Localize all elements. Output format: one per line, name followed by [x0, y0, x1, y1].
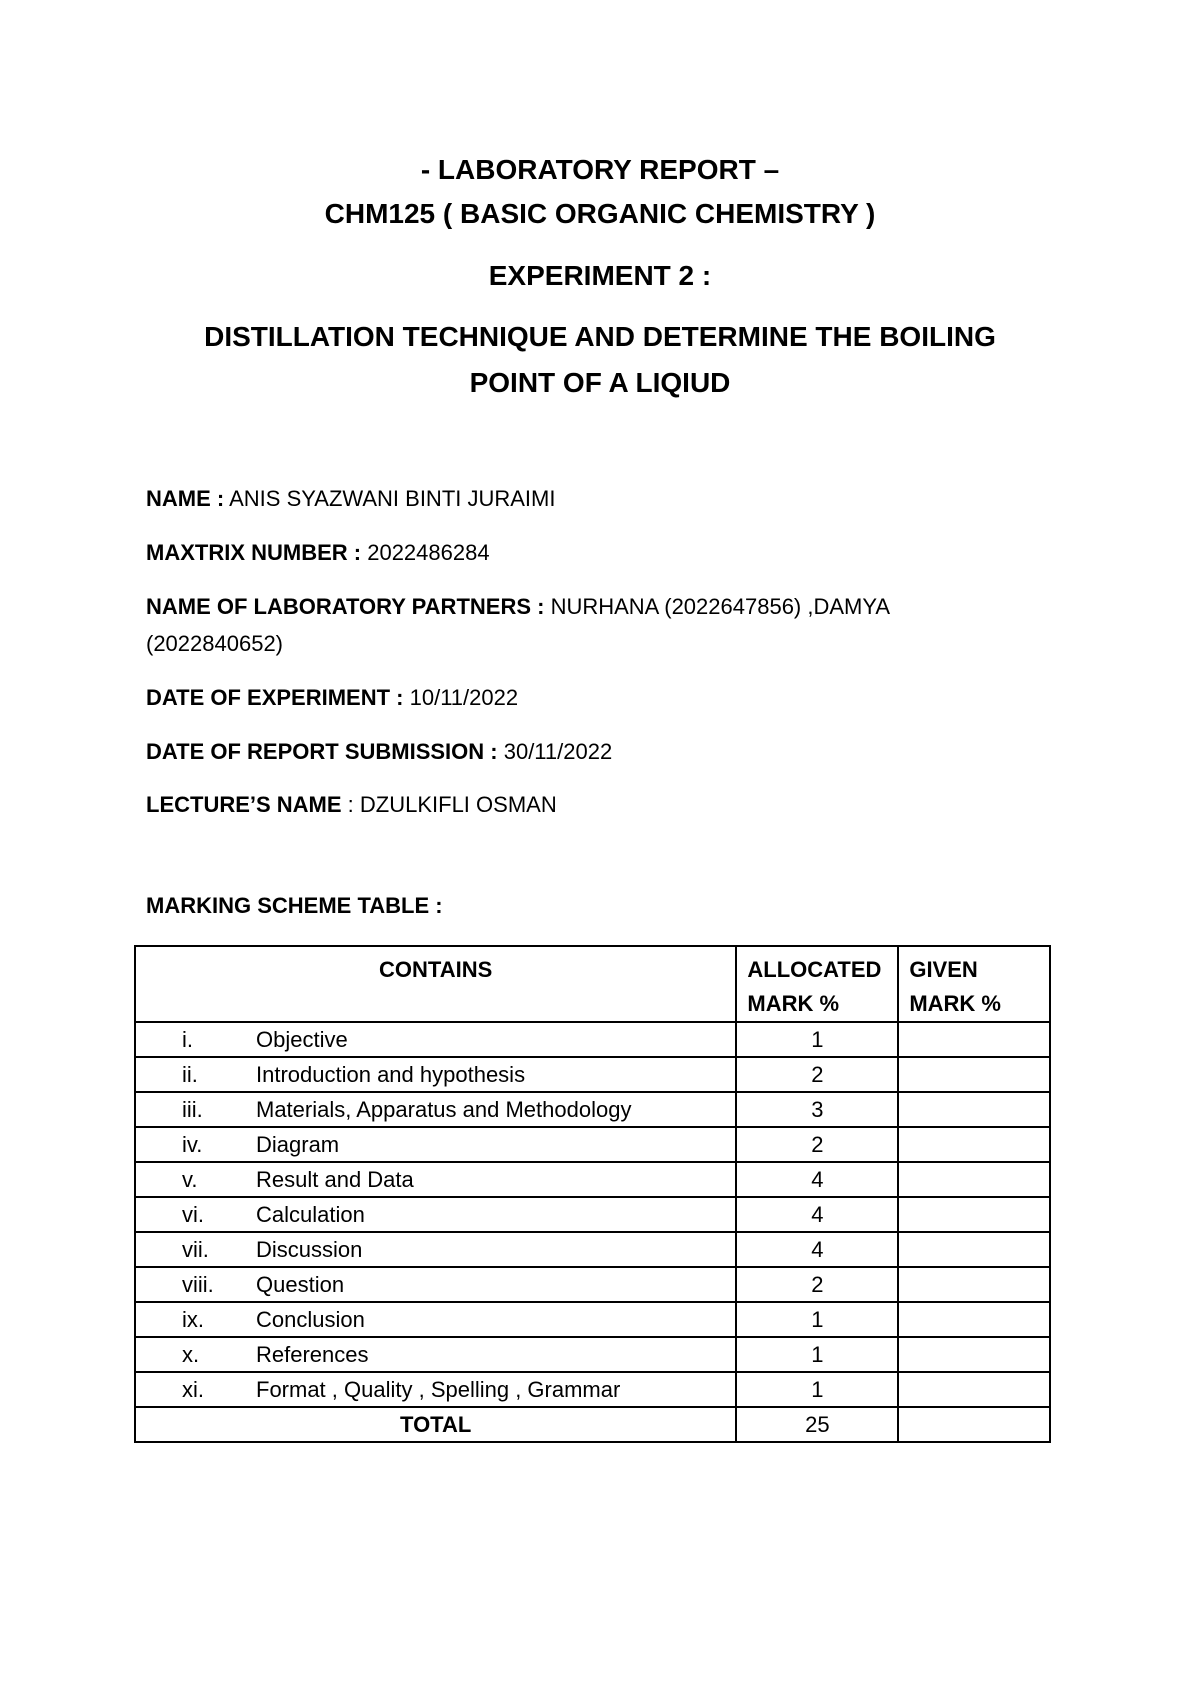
table-row: [135, 1372, 1050, 1407]
row-label: Conclusion: [256, 1306, 365, 1332]
lab-partners-value: NURHANA (2022647856) ,DAMYA: [544, 594, 891, 619]
table-row: [135, 1337, 1050, 1372]
row-label: References: [256, 1341, 369, 1367]
allocated-mark-cell: 2: [736, 1127, 898, 1162]
lab-partners-line: [146, 588, 1046, 662]
allocated-header-line-1: ALLOCATED: [747, 957, 882, 982]
lecturer-name-line: [146, 786, 1046, 823]
lecturer-name-value: : DZULKIFLI OSMAN: [341, 792, 557, 817]
matrix-number-label: MAXTRIX NUMBER :: [146, 540, 362, 565]
row-label: Discussion: [256, 1236, 363, 1262]
given-mark-cell[interactable]: [898, 1232, 1050, 1267]
table-row: [135, 1162, 1050, 1197]
allocated-mark-cell: 4: [736, 1162, 898, 1197]
row-item: [135, 1372, 736, 1407]
allocated-mark-cell: 3: [736, 1092, 898, 1127]
given-mark-cell[interactable]: [898, 1162, 1050, 1197]
row-item: [135, 1092, 736, 1127]
row-label: Format , Quality , Spelling , Grammar: [256, 1376, 621, 1402]
total-label: TOTAL: [135, 1407, 736, 1442]
total-allocated-value: 25: [736, 1407, 898, 1442]
allocated-mark-cell: 4: [736, 1232, 898, 1267]
given-mark-cell[interactable]: [898, 1022, 1050, 1057]
row-label: Question: [256, 1271, 345, 1297]
experiment-title: [0, 314, 1200, 406]
row-label: Diagram: [256, 1131, 340, 1157]
table-header-row: [135, 946, 1050, 1022]
report-header: [0, 148, 1200, 236]
marking-scheme-label: MARKING SCHEME TABLE :: [146, 893, 443, 918]
row-number: iv.: [182, 1131, 203, 1157]
given-mark-cell[interactable]: [898, 1267, 1050, 1302]
date-of-submission-line: [146, 733, 1046, 770]
experiment-title-line-2: POINT OF A LIQIUD: [469, 367, 731, 398]
row-item: [135, 1337, 736, 1372]
given-mark-cell[interactable]: [898, 1337, 1050, 1372]
given-mark-cell[interactable]: [898, 1197, 1050, 1232]
row-number: ii.: [182, 1061, 198, 1087]
lab-partners-value-cont: (2022840652): [146, 631, 284, 656]
given-header-line-1: GIVEN: [909, 957, 978, 982]
row-number: i.: [182, 1026, 193, 1052]
allocated-header-line-2: MARK %: [747, 991, 840, 1016]
row-label: Introduction and hypothesis: [256, 1061, 526, 1087]
date-of-experiment-value: 10/11/2022: [403, 685, 519, 710]
row-number: vi.: [182, 1201, 204, 1227]
row-number: viii.: [182, 1271, 214, 1297]
table-row: [135, 1022, 1050, 1057]
allocated-mark-cell: 1: [736, 1372, 898, 1407]
row-number: v.: [182, 1166, 198, 1192]
allocated-mark-header: [736, 946, 898, 1022]
course-title: CHM125 ( BASIC ORGANIC CHEMISTRY ): [324, 198, 876, 229]
allocated-mark-cell: 2: [736, 1267, 898, 1302]
student-name-label: NAME :: [146, 486, 225, 511]
total-row: [135, 1407, 1050, 1442]
lecturer-name-label: LECTURE’S NAME: [146, 792, 342, 817]
row-item: [135, 1057, 736, 1092]
table-row: [135, 1302, 1050, 1337]
table-row: [135, 1127, 1050, 1162]
row-label: Objective: [256, 1026, 348, 1052]
date-of-submission-label: DATE OF REPORT SUBMISSION :: [146, 739, 498, 764]
row-label: Calculation: [256, 1201, 365, 1227]
student-name-line: [146, 480, 1046, 517]
student-name-value: ANIS SYAZWANI BINTI JURAIMI: [224, 486, 556, 511]
table-row: [135, 1267, 1050, 1302]
contains-header: CONTAINS: [135, 946, 736, 1022]
row-item: [135, 1197, 736, 1232]
date-of-experiment-line: [146, 679, 1046, 716]
row-number: vii.: [182, 1236, 209, 1262]
given-mark-cell[interactable]: [898, 1057, 1050, 1092]
lab-partners-label: NAME OF LABORATORY PARTNERS :: [146, 594, 545, 619]
given-mark-header: [898, 946, 1050, 1022]
table-row: [135, 1232, 1050, 1267]
report-type-title: - LABORATORY REPORT –: [420, 154, 780, 185]
allocated-mark-cell: 1: [736, 1022, 898, 1057]
row-number: ix.: [182, 1306, 204, 1332]
allocated-mark-cell: 2: [736, 1057, 898, 1092]
row-item: [135, 1302, 736, 1337]
experiment-number: EXPERIMENT 2 :: [488, 260, 712, 291]
given-mark-cell[interactable]: [898, 1302, 1050, 1337]
date-of-submission-value: 30/11/2022: [497, 739, 613, 764]
given-header-line-2: MARK %: [909, 991, 1001, 1016]
table-row: [135, 1057, 1050, 1092]
allocated-mark-cell: 1: [736, 1337, 898, 1372]
table-row: [135, 1197, 1050, 1232]
given-mark-cell[interactable]: [898, 1372, 1050, 1407]
marking-scheme-table: [134, 945, 1051, 1443]
row-item: [135, 1022, 736, 1057]
total-given-cell[interactable]: [898, 1407, 1050, 1442]
table-row: [135, 1092, 1050, 1127]
row-number: x.: [182, 1341, 200, 1367]
given-mark-cell[interactable]: [898, 1092, 1050, 1127]
row-item: [135, 1267, 736, 1302]
experiment-title-line-1: DISTILLATION TECHNIQUE AND DETERMINE THE BOILING: [204, 321, 996, 352]
date-of-experiment-label: DATE OF EXPERIMENT :: [146, 685, 404, 710]
matrix-number-value: 2022486284: [361, 540, 490, 565]
matrix-number-line: [146, 534, 1046, 571]
row-label: Result and Data: [256, 1166, 414, 1192]
row-item: [135, 1127, 736, 1162]
row-number: xi.: [182, 1376, 204, 1402]
allocated-mark-cell: 1: [736, 1302, 898, 1337]
given-mark-cell[interactable]: [898, 1127, 1050, 1162]
row-number: iii.: [182, 1096, 203, 1122]
row-item: [135, 1232, 736, 1267]
allocated-mark-cell: 4: [736, 1197, 898, 1232]
row-label: Materials, Apparatus and Methodology: [256, 1096, 632, 1122]
row-item: [135, 1162, 736, 1197]
